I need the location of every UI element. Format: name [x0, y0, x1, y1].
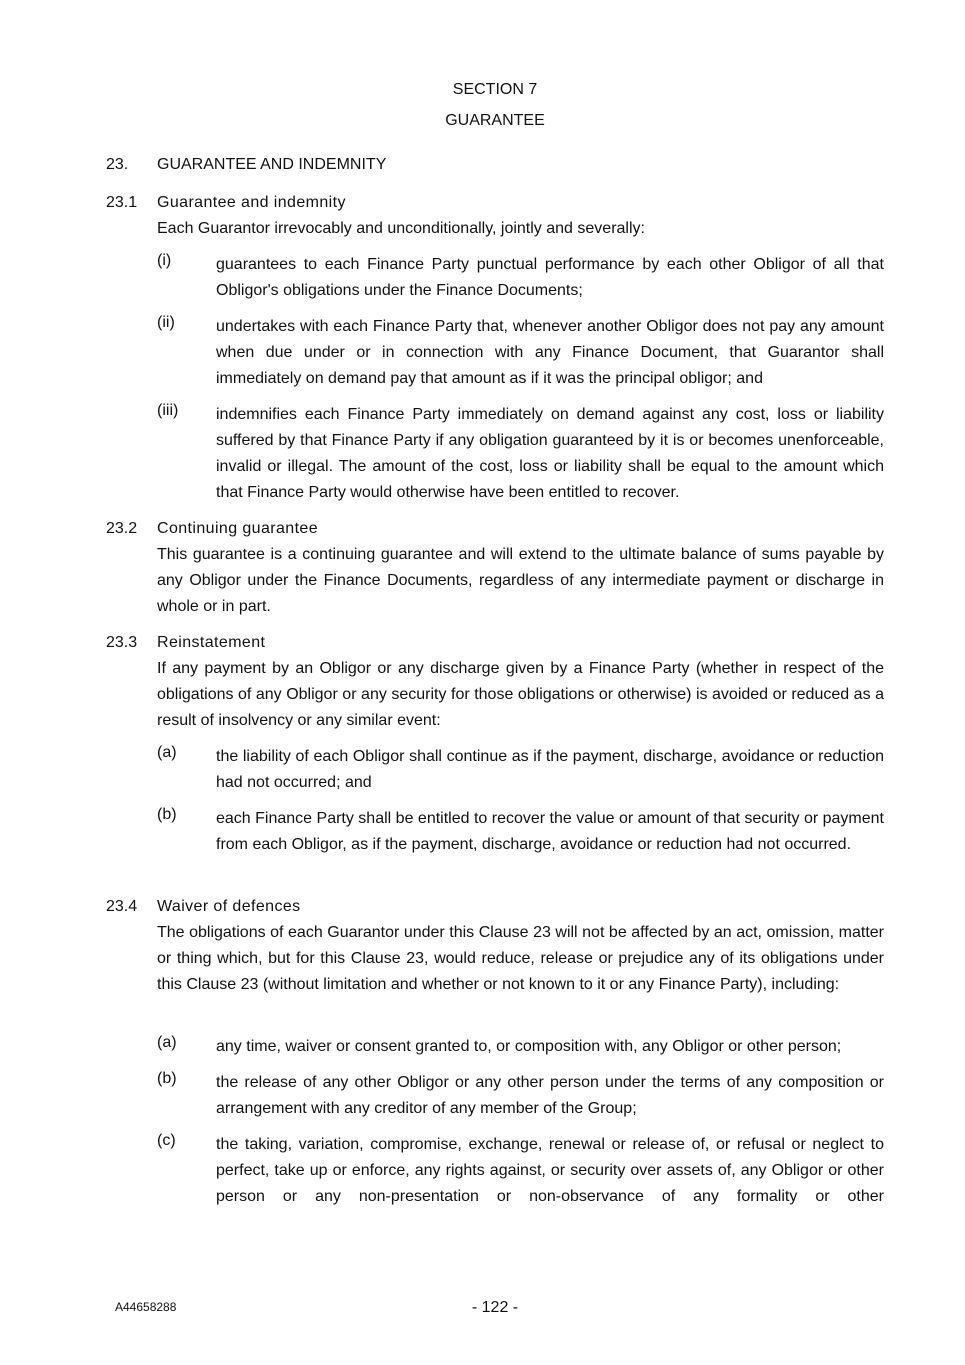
subclause-number: 23.2 — [106, 520, 138, 537]
list-item: guarantees to each Finance Party punctual performance by each other Obligor of all that Obligor's obligations under the Finance Documents; — [216, 256, 884, 299]
document-id: A44658288 — [115, 1300, 177, 1314]
subclause-intro: The obligations of each Guarantor under this Clause 23 will not be affected by an act, omission, matter or thing which, but for this Clause 23, would reduce, release or prejudice any of its obligations under this Clause 23 (without limitation and whether or not known to it or any Finance Party), including: — [157, 924, 884, 993]
list-item: any time, waiver or consent granted to, or composition with, any Obligor or other person; — [216, 1038, 842, 1055]
list-item: the taking, variation, compromise, exchange, renewal or release of, or refusal or neglect to perfect, take up or enforce, any rights against, or security over assets of, any Obligor or other person or any non-presentation or non-observance of any formality or other — [216, 1136, 884, 1205]
list-item: the release of any other Obligor or any other person under the terms of any composition or arrangement with any creditor of any member of the Group; — [216, 1074, 884, 1117]
list-marker: (a) — [157, 744, 177, 761]
section-title: GUARANTEE — [445, 112, 545, 129]
list-item: undertakes with each Finance Party that, whenever another Obligor does not pay any amount when due under or in connection with any Finance Document, that Guarantor shall immediately on demand pay that amount as if it was the principal obligor; and — [216, 318, 884, 387]
page-number: - 122 - — [471, 1299, 519, 1316]
subclause-heading: Continuing guarantee — [157, 520, 319, 537]
subclause-body: This guarantee is a continuing guarantee and will extend to the ultimate balance of sums payable by any Obligor under the Finance Documents, regardless of any intermediate payment or discharge in whole or in part. — [157, 546, 884, 615]
section-label: SECTION 7 — [452, 81, 538, 98]
list-marker: (i) — [157, 252, 172, 269]
subclause-heading: Waiver of defences — [157, 898, 301, 915]
subclause-number: 23.1 — [106, 194, 138, 211]
list-item: indemnifies each Finance Party immediately on demand against any cost, loss or liability suffered by that Finance Party if any obligation guaranteed by it is or becomes unenforceable, invalid or illegal. The amount of the cost, loss or liability shall be equal to the amount which that Finance Party would otherwise have been entitled to recover. — [216, 406, 884, 501]
clause-title: GUARANTEE AND INDEMNITY — [157, 156, 387, 173]
list-item: each Finance Party shall be entitled to recover the value or amount of that security or payment from each Obligor, as if the payment, discharge, avoidance or reduction had not occurred. — [216, 810, 884, 853]
subclause-intro: Each Guarantor irrevocably and unconditionally, jointly and severally: — [157, 220, 645, 237]
list-marker: (b) — [157, 1070, 177, 1087]
subclause-heading: Guarantee and indemnity — [157, 194, 346, 211]
list-marker: (c) — [157, 1132, 176, 1149]
list-item: the liability of each Obligor shall continue as if the payment, discharge, avoidance or reduction had not occurred; and — [216, 748, 884, 791]
list-marker: (a) — [157, 1034, 177, 1051]
subclause-heading: Reinstatement — [157, 634, 266, 651]
clause-number: 23. — [106, 156, 129, 173]
subclause-number: 23.3 — [106, 634, 138, 651]
list-marker: (iii) — [157, 402, 179, 419]
list-marker: (b) — [157, 806, 177, 823]
subclause-intro: If any payment by an Obligor or any discharge given by a Finance Party (whether in respect of the obligations of any Obligor or any security for those obligations or otherwise) is avoided or reduced as a result of insolvency or any similar event: — [157, 660, 884, 729]
subclause-number: 23.4 — [106, 898, 138, 915]
list-marker: (ii) — [157, 314, 175, 331]
